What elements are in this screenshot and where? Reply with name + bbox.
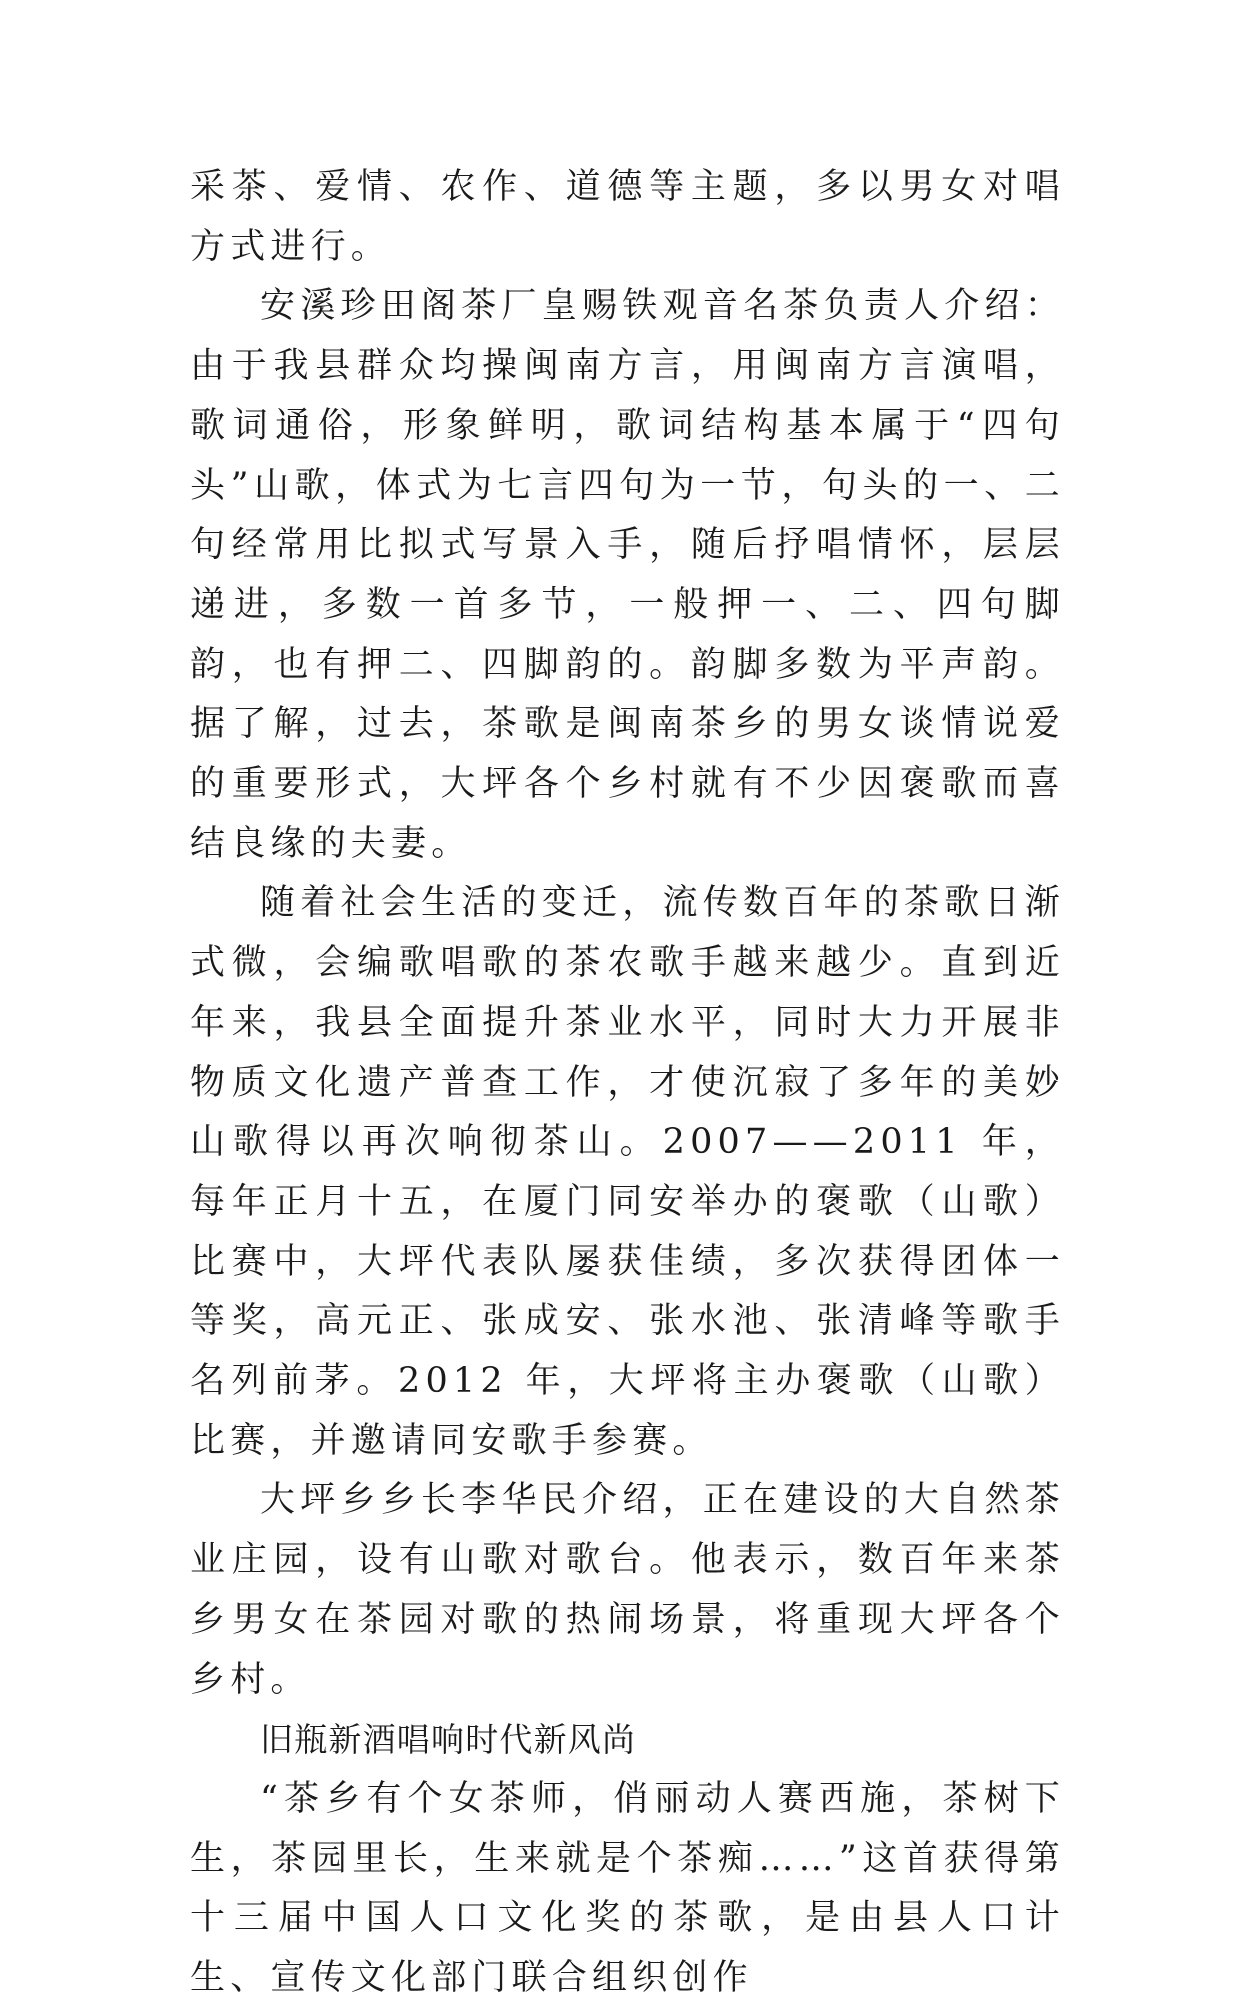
paragraph-tea-song-lyrics: “茶乡有个女茶师，俏丽动人赛西施，茶树下生，茶园里长，生来就是个茶痴……”这首获得第十三届中国人口文化奖的茶歌，是由县人口计生、宣传文化部门联合组织创作 [190,1778,1065,1999]
paragraph-social-change: 随着社会生活的变迁，流传数百年的茶歌日渐式微，会编歌唱歌的茶农歌手越来越少。直到近年来，我县全面提升茶业水平，同时大力开展非物质文化遗产普查工作，才使沉寂了多年的美妙山歌得以再次响彻茶山。2007——2011 年，每年正月十五，在厦门同安举办的褒歌（山歌）比赛中，大坪代表队屡获佳绩，多次获得团体一等奖，高元正、张成安、张水池、张清峰等歌手名列前茅。2012 年，大坪将主办褒歌（山歌）比赛，并邀请同安歌手参赛。 [190,883,1065,1461]
paragraph-continuation: 采茶、爱情、农作、道德等主题，多以男女对唱方式进行。 [190,167,1065,267]
paragraph-township-head: 大坪乡乡长李华民介绍，正在建设的大自然茶业庄园，设有山歌对歌台。他表示，数百年来茶乡男女在茶园对歌的热闹场景，将重现大坪各个乡村。 [190,1480,1065,1700]
section-heading: 旧瓶新酒唱响时代新风尚 [260,1720,637,1760]
document-body [190,158,1065,2009]
paragraph-tea-factory-intro: 安溪珍田阁茶厂皇赐铁观音名茶负责人介绍：由于我县群众均操闽南方言，用闽南方言演唱，歌词通俗，形象鲜明，歌词结构基本属于“四句头”山歌，体式为七言四句为一节，句头的一、二句经常用比拟式写景入手，随后抒唱情怀，层层递进，多数一首多节，一般押一、二、四句脚韵，也有押二、四脚韵的。韵脚多数为平声韵。据了解，过去，茶歌是闽南茶乡的男女谈情说爱的重要形式，大坪各个乡村就有不少因褒歌而喜结良缘的夫妻。 [190,286,1065,864]
